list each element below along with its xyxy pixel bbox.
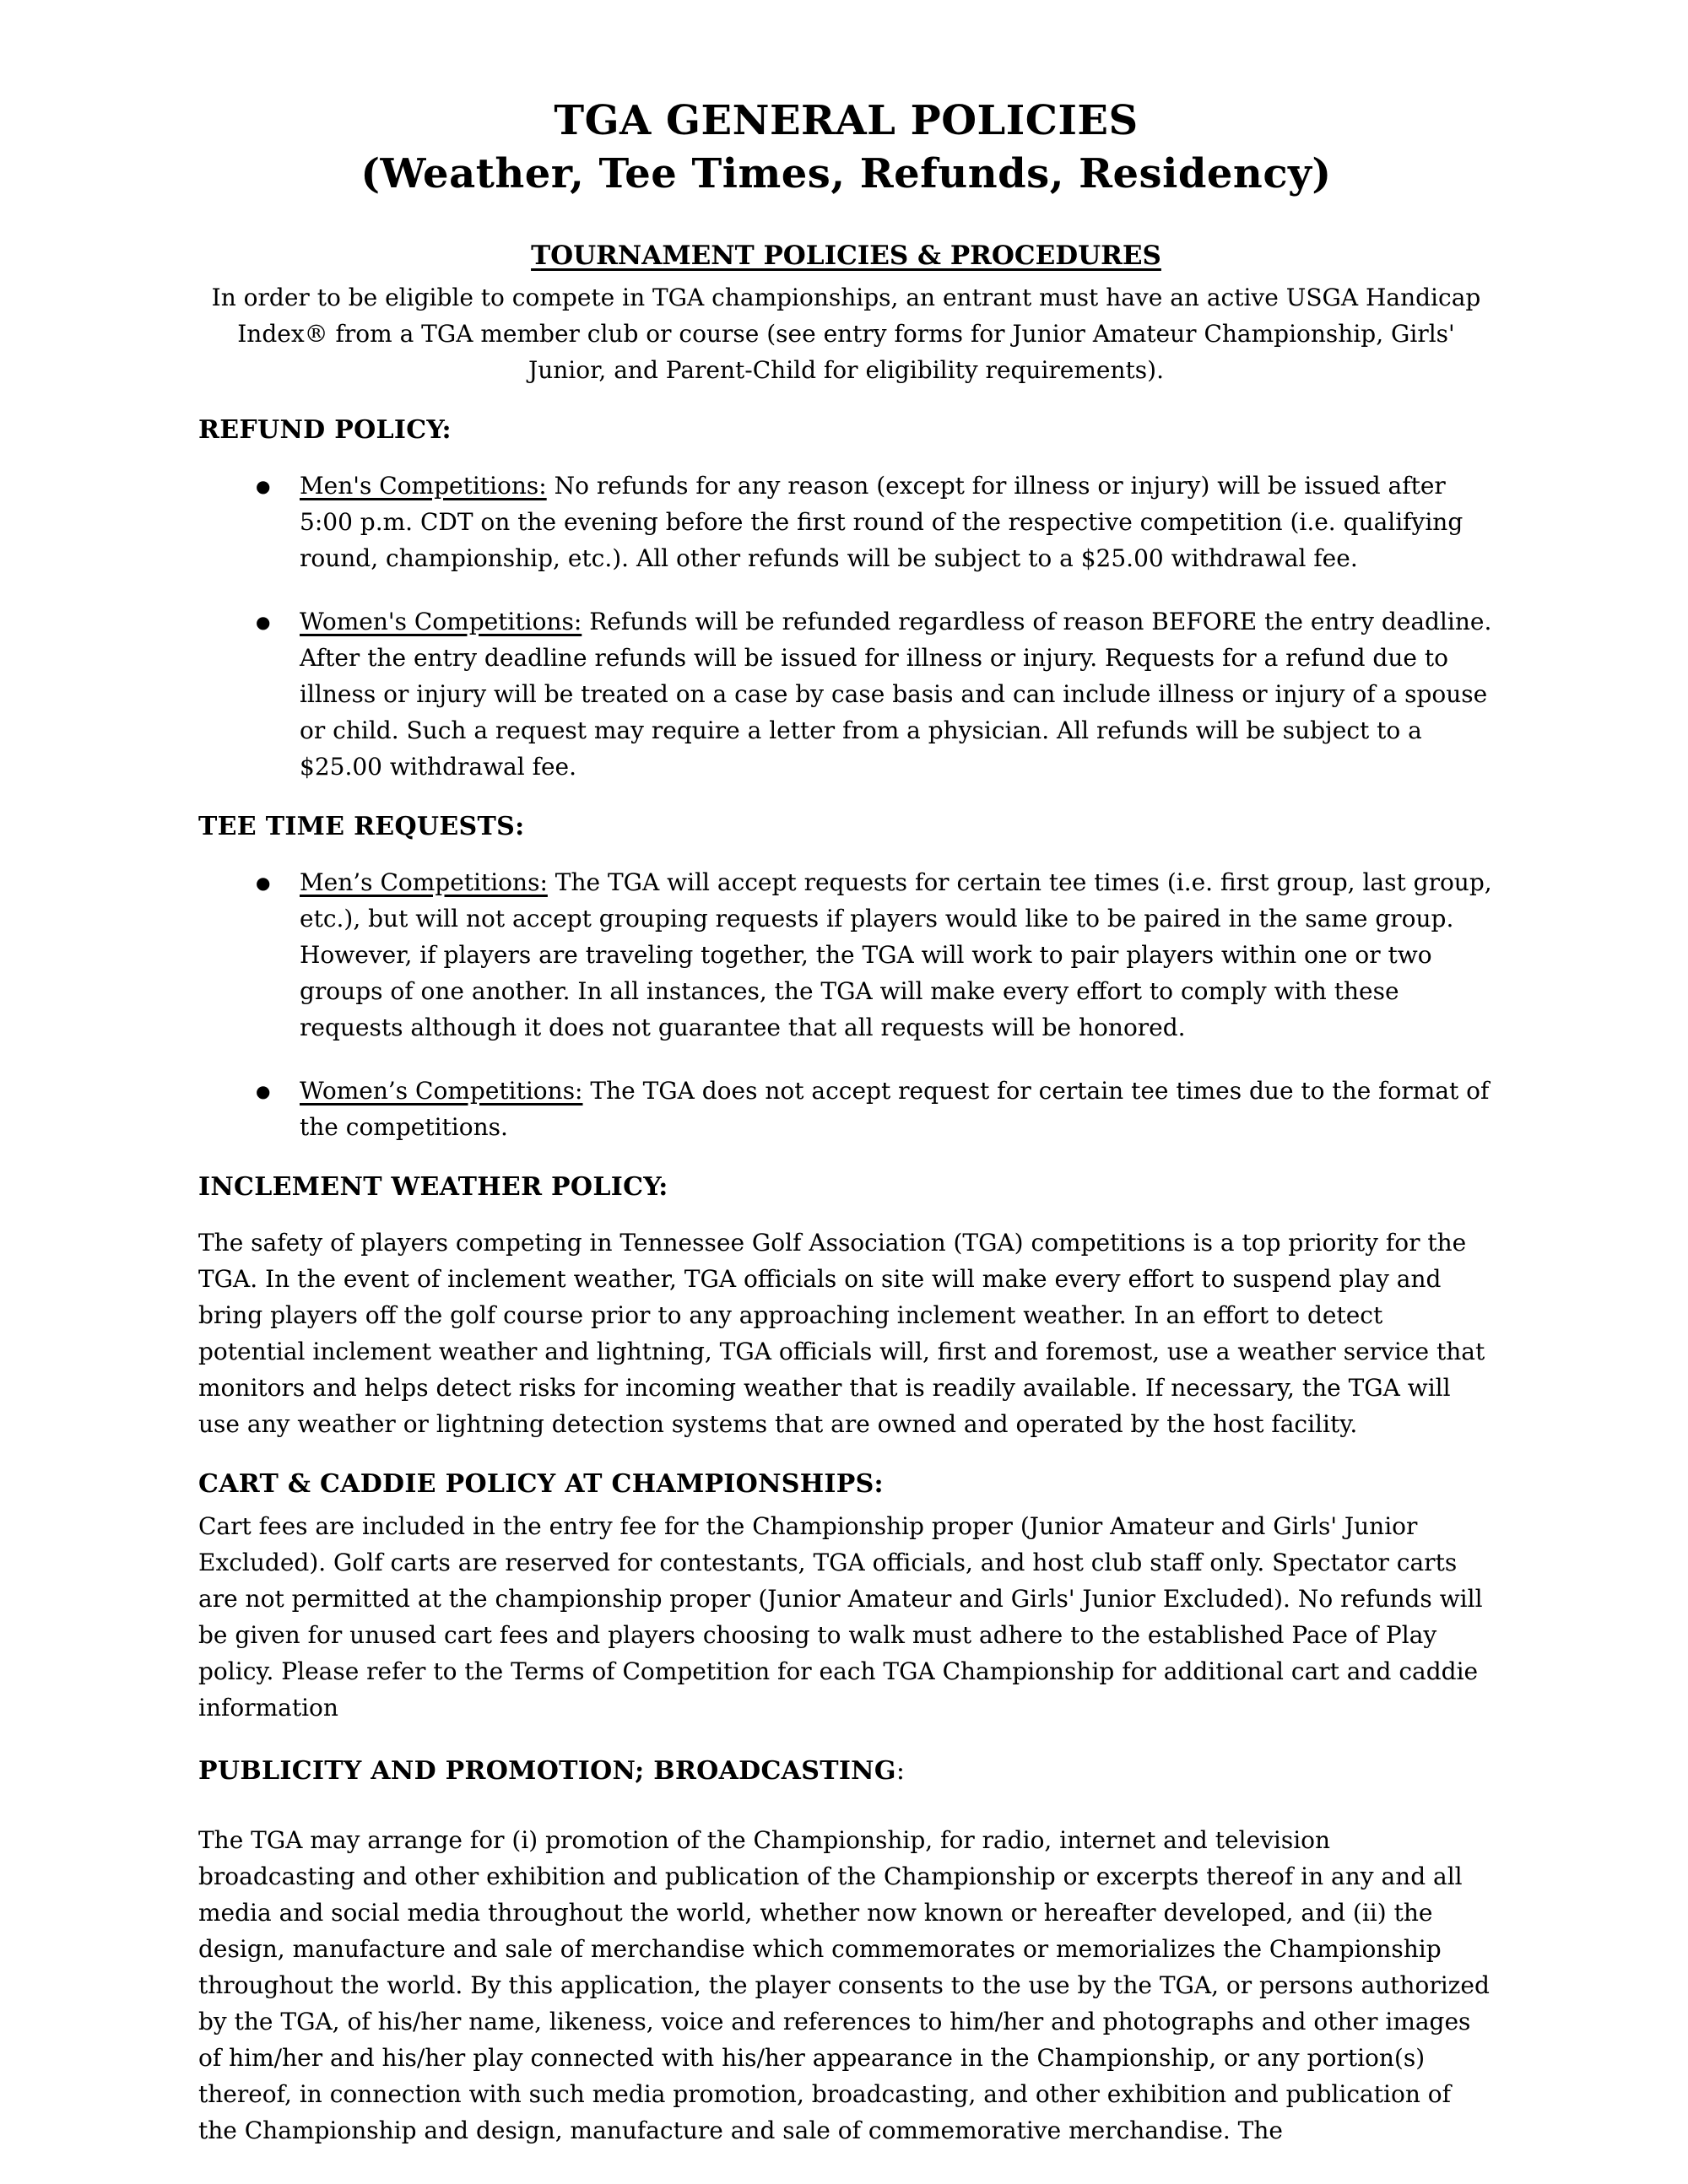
intro-paragraph: In order to be eligible to compete in TGA championships, an entrant must have an active USGA Handicap Index® from a TGA member club or course (see entry forms for Junior Amateur Championship, Girls' Junior, and Parent-Child for eligibility requirements). [211, 284, 1481, 384]
section-refund-policy [198, 414, 1494, 785]
inclement-weather-paragraph: The safety of players competing in Tennessee Golf Association (TGA) competitions is a top priority for the TGA. In the event of inclement weather, TGA officials on site will make every effort to suspend play and bring players off the golf course prior to any approaching inclement weather. In an effort to detect potential inclement weather and lightning, TGA officials will, first and foremost, use a weather service that monitors and helps detect risks for incoming weather that is readily available. If necessary, the TGA will use any weather or lightning detection systems that are owned and operated by the host facility. [198, 1229, 1485, 1438]
section-publicity-broadcasting [198, 1754, 1494, 2149]
cart-caddie-paragraph: Cart fees are included in the entry fee for the Championship proper (Junior Amateur and Girls' Junior Excluded). Golf carts are reserved for contestants, TGA officials, and host club staff only. Spectator carts are not permitted at the championship proper (Junior Amateur and Girls' Junior Excluded). No refunds will be given for unused cart fees and players choosing to walk must adhere to the established Pace of Play policy. Please refer to the Terms of Competition for each TGA Championship for additional cart and caddie information [198, 1512, 1483, 1722]
list-item [198, 468, 1494, 576]
refund-policy-list [198, 468, 1494, 785]
bullet-lead: Women's Competitions: [300, 608, 582, 635]
inclement-weather-heading: INCLEMENT WEATHER POLICY: [198, 1172, 668, 1202]
tee-time-requests-heading: TEE TIME REQUESTS: [198, 812, 525, 841]
bullet-text: The TGA will accept requests for certain tee times (i.e. first group, last group, etc.), but will not accept grouping requests if players would like to be paired in the same group. However, if players are traveling together, the TGA will work to pair players within one or two groups of one another. In all instances, the TGA will make every effort to comply with these requests although it does not guarantee that all requests will be honored. [300, 868, 1492, 1041]
bullet-icon: ● [256, 873, 271, 893]
section-inclement-weather-policy [198, 1170, 1494, 1442]
document-title-line1: TGA GENERAL POLICIES [554, 97, 1139, 144]
publicity-broadcasting-heading [198, 1754, 1494, 1788]
bullet-text: Refunds will be refunded regardless of reason BEFORE the entry deadline. After the entry deadline refunds will be issued for illness or injury. Requests for a refund due to illness or injury will be treated on a case by case basis and can include illness or injury of a spouse or child. Such a request may require a letter from a physician. All refunds will be subject to a $25.00 withdrawal fee. [300, 608, 1492, 781]
publicity-heading-text: PUBLICITY AND PROMOTION; BROADCASTING [198, 1756, 896, 1786]
bullet-icon: ● [256, 612, 271, 632]
publicity-broadcasting-paragraph: The TGA may arrange for (i) promotion of the Championship, for radio, internet and television broadcasting and other exhibition and publication of the Championship or excerpts thereof in any and all media and social media throughout the world, whether now known or hereafter developed, and (ii) the design, manufacture and sale of merchandise which commemorates or memorializes the Championship throughout the world. By this application, the player consents to the use by the TGA, or persons authorized by the TGA, of his/her name, likeness, voice and references to him/her and photographs and other images of him/her and his/her play connected with his/her appearance in the Championship, or any portion(s) thereof, in connection with such media promotion, broadcasting, and other exhibition and publication of the Championship and design, manufacture and sale of commemorative merchandise. The [198, 1826, 1490, 2144]
bullet-text: The TGA does not accept request for certain tee times due to the format of the competitions. [300, 1077, 1490, 1141]
cart-caddie-heading: CART & CADDIE POLICY AT CHAMPIONSHIPS: [198, 1469, 884, 1499]
bullet-icon: ● [256, 476, 271, 496]
refund-policy-heading: REFUND POLICY: [198, 415, 452, 445]
bullet-icon: ● [256, 1081, 271, 1101]
bullet-lead: Men's Competitions: [300, 472, 547, 500]
bullet-lead: Men’s Competitions: [300, 868, 548, 896]
list-item [198, 603, 1494, 785]
publicity-heading-colon: : [895, 1756, 906, 1786]
section-tee-time-requests [198, 810, 1494, 1145]
bullet-text: No refunds for any reason (except for illness or injury) will be issued after 5:00 p.m. CDT on the evening before the first round of the respective competition (i.e. qualifying round, championship, etc.). All other refunds will be subject to a $25.00 withdrawal fee. [300, 472, 1463, 572]
list-item [198, 864, 1494, 1046]
bullet-lead: Women’s Competitions: [300, 1077, 583, 1105]
document-title [198, 95, 1494, 201]
document-subtitle: TOURNAMENT POLICIES & PROCEDURES [531, 241, 1161, 271]
tee-time-requests-list [198, 864, 1494, 1145]
section-cart-caddie-policy [198, 1468, 1494, 1726]
list-item [198, 1073, 1494, 1145]
document-title-line2: (Weather, Tee Times, Refunds, Residency) [360, 150, 1332, 197]
